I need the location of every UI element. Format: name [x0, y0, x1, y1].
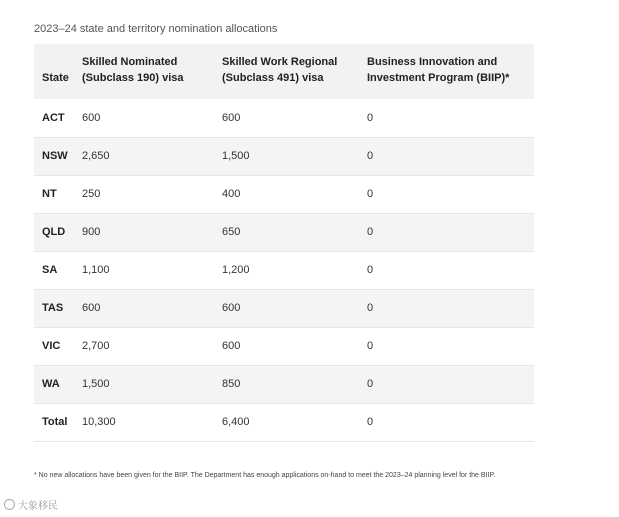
header-biip: Business Innovation and Investment Program (BIIP)*	[359, 44, 534, 99]
header-subclass-190: Skilled Nominated (Subclass 190) visa	[74, 44, 214, 99]
cell-biip: 0	[359, 213, 534, 251]
cell-state: Total	[34, 403, 74, 441]
footnote: * No new allocations have been given for the BIIP. The Department has enough applications on-hand to meet the 2023–24 planning level for the BIIP.	[34, 472, 496, 479]
cell-190: 10,300	[74, 403, 214, 441]
cell-190: 1,500	[74, 365, 214, 403]
table-row	[34, 213, 534, 251]
cell-state: NSW	[34, 137, 74, 175]
watermark-text: 大象移民	[18, 501, 58, 512]
header-subclass-491: Skilled Work Regional (Subclass 491) visa	[214, 44, 359, 99]
watermark-logo-icon	[4, 499, 15, 510]
table-row	[34, 137, 534, 175]
cell-491: 1,200	[214, 251, 359, 289]
cell-biip: 0	[359, 327, 534, 365]
cell-190: 600	[74, 289, 214, 327]
cell-491: 600	[214, 289, 359, 327]
cell-biip: 0	[359, 251, 534, 289]
cell-491: 650	[214, 213, 359, 251]
cell-190: 600	[74, 99, 214, 137]
cell-state: VIC	[34, 327, 74, 365]
cell-biip: 0	[359, 289, 534, 327]
cell-state: QLD	[34, 213, 74, 251]
cell-190: 250	[74, 175, 214, 213]
cell-491: 6,400	[214, 403, 359, 441]
table-row	[34, 365, 534, 403]
cell-190: 900	[74, 213, 214, 251]
allocations-table	[34, 44, 534, 442]
cell-state: TAS	[34, 289, 74, 327]
cell-491: 850	[214, 365, 359, 403]
cell-biip: 0	[359, 365, 534, 403]
cell-state: WA	[34, 365, 74, 403]
cell-biip: 0	[359, 403, 534, 441]
table-row	[34, 251, 534, 289]
cell-190: 2,650	[74, 137, 214, 175]
cell-biip: 0	[359, 175, 534, 213]
table-row-total	[34, 403, 534, 441]
table-row	[34, 99, 534, 137]
cell-state: NT	[34, 175, 74, 213]
table-row	[34, 289, 534, 327]
table-header-row	[34, 44, 534, 99]
cell-state: SA	[34, 251, 74, 289]
table-row	[34, 327, 534, 365]
cell-biip: 0	[359, 99, 534, 137]
cell-491: 600	[214, 99, 359, 137]
cell-491: 600	[214, 327, 359, 365]
watermark	[4, 497, 58, 512]
table-row	[34, 175, 534, 213]
cell-state: ACT	[34, 99, 74, 137]
cell-190: 1,100	[74, 251, 214, 289]
table-caption: 2023–24 state and territory nomination allocations	[34, 23, 278, 35]
cell-491: 400	[214, 175, 359, 213]
cell-190: 2,700	[74, 327, 214, 365]
cell-biip: 0	[359, 137, 534, 175]
header-state: State	[34, 44, 74, 99]
cell-491: 1,500	[214, 137, 359, 175]
